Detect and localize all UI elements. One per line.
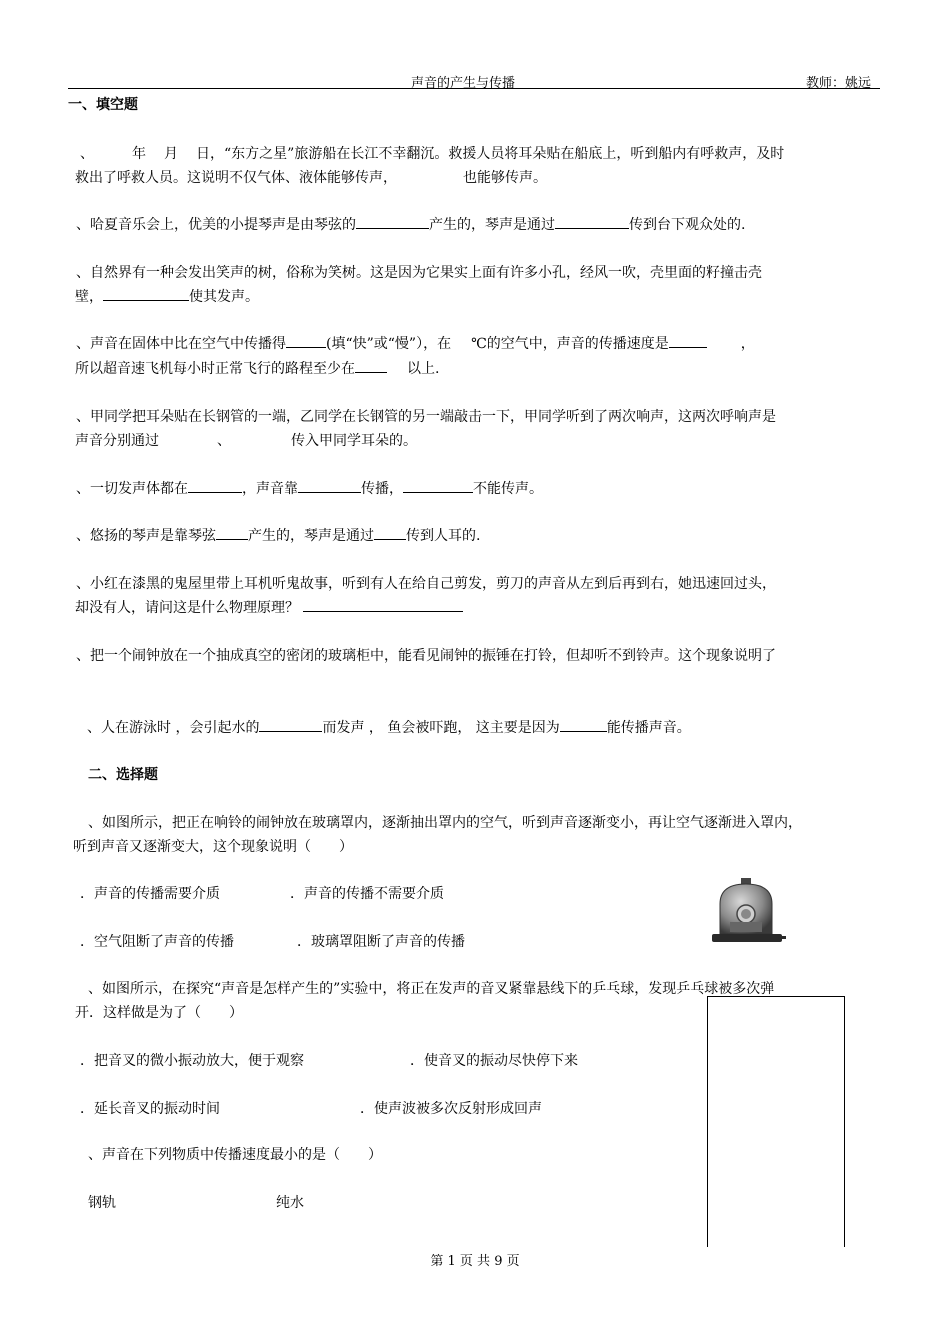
choice-2-line-2: 开．这样做是为了（ ）	[75, 1005, 243, 1021]
question-8-line-1: 、小红在漆黑的鬼屋里带上耳机听鬼故事，听到有人在给自己剪发，剪刀的声音从左到后再到右，她迅速回过头，	[76, 576, 776, 592]
question-3-line-1: 、自然界有一种会发出笑声的树，俗称为笑树。这是因为它果实上面有许多小孔，经风一吹，壳里面的籽撞击壳	[76, 265, 762, 281]
question-8-line-2: 却没有人，请问这是什么物理原理？	[75, 597, 463, 617]
choice-3-line-1: 、声音在下列物质中传播速度最小的是（ ）	[88, 1147, 382, 1163]
answer-blank[interactable]	[259, 717, 322, 732]
page-number: 第 1 页 共 9 页	[430, 1254, 520, 1269]
answer-blank[interactable]	[555, 214, 629, 229]
question-9: 、把一个闹钟放在一个抽成真空的密闭的玻璃柜中，能看见闹钟的振锤在打铃，但却听不到铃声。这个现象说明了	[76, 648, 776, 664]
question-5-line-1: 、甲同学把耳朵贴在长钢管的一端，乙同学在长钢管的另一端敲击一下，甲同学听到了两次响声，这两次呼响声是	[76, 409, 776, 425]
header-rule	[68, 88, 880, 89]
answer-blank[interactable]	[403, 478, 473, 493]
answer-blank[interactable]	[560, 717, 607, 732]
choice-2-option-b[interactable]: ．使音叉的振动尽快停下来	[410, 1053, 578, 1069]
choice-1-option-b[interactable]: ．声音的传播不需要介质	[290, 886, 444, 902]
question-7: 、悠扬的琴声是靠琴弦 产生的，琴声是通过 传到人耳的.	[76, 525, 480, 545]
question-2: 、哈夏音乐会上，优美的小提琴声是由琴弦的 产生的，琴声是通过 传到台下观众处的.	[76, 214, 745, 234]
teacher-name: 教师：姚远	[806, 76, 872, 91]
question-6: 、一切发声体都在 ，声音靠 传播， 不能传声。	[76, 478, 543, 498]
answer-blank[interactable]	[669, 333, 707, 348]
question-10: 、人在游泳时 ，会引起水的 而发声 ， 鱼会被吓跑， 这主要是因为 能传播声音。	[87, 717, 691, 737]
choice-1-option-c[interactable]: ．空气阻断了声音的传播	[80, 934, 234, 950]
choice-2-option-c[interactable]: ．延长音叉的振动时间	[80, 1101, 220, 1117]
choice-3-option-a[interactable]: 钢轨	[88, 1195, 116, 1211]
answer-blank[interactable]	[298, 478, 361, 493]
answer-blank[interactable]	[103, 286, 189, 301]
answer-blank[interactable]	[303, 597, 463, 612]
question-4-line-1: 、声音在固体中比在空气中传播得 (填“快”或“慢”），在 ℃的空气中，声音的传播速度是 ，	[76, 333, 755, 353]
choice-1-line-2: 听到声音又逐渐变大，这个现象说明（ ）	[73, 839, 353, 855]
choice-2-line-1: 、如图所示，在探究“声音是怎样产生的”实验中，将正在发声的音叉紧靠悬线下的乒乓球，发现乒乓球被多次弹	[88, 981, 775, 997]
answer-blank[interactable]	[355, 358, 387, 373]
question-4-line-2: 所以超音速飞机每小时正常飞行的路程至少在 以上.	[75, 358, 439, 378]
choice-2-option-a[interactable]: ．把音叉的微小振动放大，便于观察	[80, 1053, 304, 1069]
answer-blank[interactable]	[356, 214, 429, 229]
choice-3-option-b[interactable]: 纯水	[276, 1195, 304, 1211]
section-choice-title: 二、选择题	[88, 767, 158, 783]
choice-2-option-d[interactable]: ．使声波被多次反射形成回声	[360, 1101, 542, 1117]
section-fill-blank-title: 一、填空题	[68, 97, 138, 113]
choice-1-option-d[interactable]: ．玻璃罩阻断了声音的传播	[297, 934, 465, 950]
answer-blank[interactable]	[286, 333, 326, 348]
answer-blank[interactable]	[188, 478, 242, 493]
tuning-fork-figure-frame	[707, 996, 845, 1247]
document-title: 声音的产生与传播	[411, 76, 516, 91]
bell-jar-image	[706, 876, 786, 946]
question-1-line-2: 救出了呼救人员。这说明不仅气体、液体能够传声， 也能够传声。	[75, 170, 547, 186]
choice-1-line-1: 、如图所示，把正在响铃的闹钟放在玻璃罩内，逐渐抽出罩内的空气，听到声音逐渐变小，再让空气逐渐进入罩内，	[88, 815, 802, 831]
question-3-line-2: 壁， 使其发声。	[75, 286, 259, 306]
answer-blank[interactable]	[374, 525, 406, 540]
choice-1-option-a[interactable]: ．声音的传播需要介质	[80, 886, 220, 902]
question-5-line-2: 声音分别通过 、 传入甲同学耳朵的。	[75, 433, 417, 449]
answer-blank[interactable]	[216, 525, 248, 540]
question-1-line-1: 、 年 月 日，“东方之星”旅游船在长江不幸翻沉。救援人员将耳朵贴在船底上，听到船内有呼救声，及时	[80, 146, 785, 162]
